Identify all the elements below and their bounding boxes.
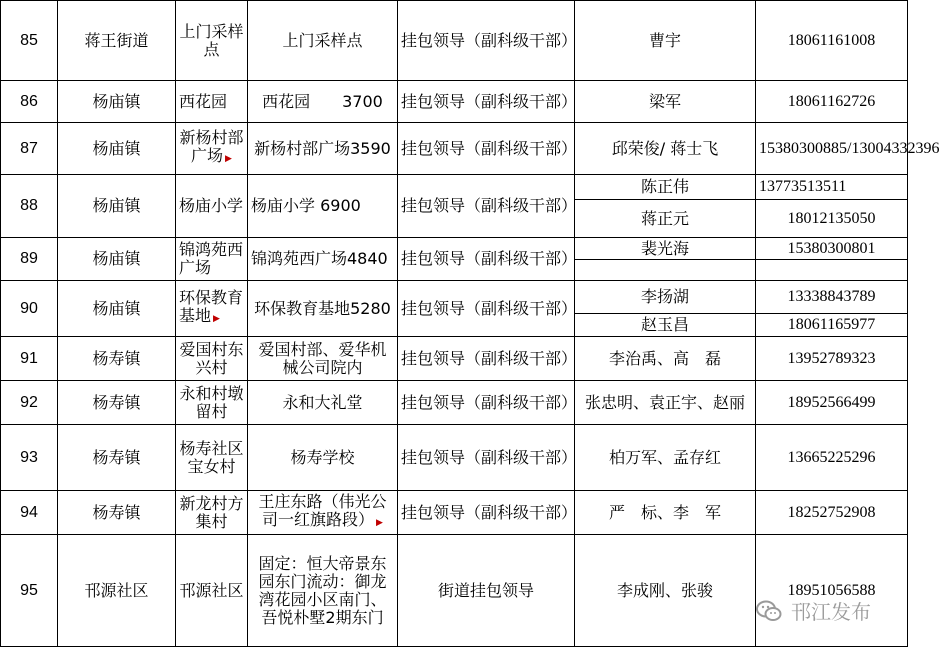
detail-cell: 爱国村部、爱华机械公司院内 [248,337,398,381]
phone-cell: 18061161008 [756,1,908,81]
phone-cell: 13952789323 [756,337,908,381]
town-cell: 杨庙镇 [58,238,176,281]
person-primary: 裴光海 [575,238,755,260]
row-number: 95 [1,535,58,647]
person-cell [575,238,756,281]
town-cell: 杨庙镇 [58,123,176,175]
leader-cell: 挂包领导（副科级干部） [398,425,575,491]
leader-cell: 挂包领导（副科级干部） [398,381,575,425]
row-number: 87 [1,123,58,175]
row-number: 89 [1,238,58,281]
person-cell: 邱荣俊/ 蒋士飞 [575,123,756,175]
table-row [1,425,908,491]
table-row [1,491,908,535]
row-number: 88 [1,175,58,238]
site-cell: 爱国村东兴村 [176,337,248,381]
detail-cell: 环保教育基地5280 [248,281,398,337]
table-row [1,81,908,123]
watermark-text: 邗江发布 [791,600,871,624]
phone-cell: 18061162726 [756,81,908,123]
row-number: 86 [1,81,58,123]
detail-cell [248,491,398,535]
town-cell: 杨庙镇 [58,281,176,337]
detail-cell: 上门采样点 [248,1,398,81]
row-number: 85 [1,1,58,81]
row-number: 90 [1,281,58,337]
table-row [1,381,908,425]
person-cell [575,281,756,337]
person-secondary: 赵玉昌 [640,315,689,334]
detail-cell: 新杨村部广场3590 [248,123,398,175]
phone-cell: 18952566499 [756,381,908,425]
site-cell: 上门采样点 [176,1,248,81]
table-row [1,175,908,238]
detail-cell: 固定：恒大帝景东园东门流动：御龙湾花园小区南门、吾悦朴墅2期东门 [248,535,398,647]
site-text: 新杨村部广场 [179,128,244,165]
detail-cell: 杨寿学校 [248,425,398,491]
phone-primary: 13338843789 [756,281,907,314]
phone-secondary: 18012135050 [787,210,876,227]
row-number: 93 [1,425,58,491]
table-row [1,281,908,337]
site-cell: 杨庙小学 [176,175,248,238]
phone-cell [756,238,908,281]
town-cell: 杨庙镇 [58,175,176,238]
town-cell: 杨寿镇 [58,337,176,381]
site-text: 环保教育基地 [179,288,244,325]
leader-cell: 挂包领导（副科级干部） [398,337,575,381]
person-secondary [575,260,755,280]
town-cell: 杨寿镇 [58,381,176,425]
site-cell: 永和村墩留村 [176,381,248,425]
person-cell: 柏万军、孟存红 [575,425,756,491]
leader-cell: 街道挂包领导 [398,535,575,647]
site-cell [176,281,248,337]
detail-cell: 杨庙小学 6900 [248,175,398,238]
phone-secondary: 18061165977 [787,316,876,333]
detail-cell: 锦鸿苑西广场4840 [248,238,398,281]
site-cell: 邗源社区 [176,535,248,647]
row-number: 91 [1,337,58,381]
site-cell: 西花园 [176,81,248,123]
row-number: 94 [1,491,58,535]
comment-marker-icon: ▶ [213,314,220,324]
phone-primary: 13773513511 [756,175,907,200]
watermark [755,596,871,625]
table-row [1,123,908,175]
site-cell: 锦鸿苑西广场 [176,238,248,281]
person-cell: 李成刚、张骏 [575,535,756,647]
person-primary: 李扬湖 [575,281,755,314]
person-cell: 严 标、李 军 [575,491,756,535]
leader-cell: 挂包领导（副科级干部） [398,238,575,281]
phone-primary: 15380300801 [756,238,907,260]
table-row [1,337,908,381]
table-row [1,238,908,281]
detail-text: 王庄东路（伟光公司一红旗路段） [258,492,387,529]
town-cell: 蒋王街道 [58,1,176,81]
site-cell: 新龙村方集村 [176,491,248,535]
phone-cell [756,281,908,337]
town-cell: 杨寿镇 [58,491,176,535]
site-cell: 杨寿社区宝女村 [176,425,248,491]
table-row [1,535,908,647]
leader-cell: 挂包领导（副科级干部） [398,281,575,337]
person-cell [575,175,756,238]
comment-marker-icon: ▶ [376,518,383,528]
phone-cell: 15380300885/13004332396 [756,123,908,175]
person-secondary: 蒋正元 [640,209,689,228]
leader-cell: 挂包领导（副科级干部） [398,1,575,81]
comment-marker-icon: ▶ [225,154,232,164]
table-row [1,1,908,81]
phone-cell: 18252752908 [756,491,908,535]
town-cell: 杨庙镇 [58,81,176,123]
row-number: 92 [1,381,58,425]
leader-cell: 挂包领导（副科级干部） [398,81,575,123]
phone-cell [756,175,908,238]
leader-cell: 挂包领导（副科级干部） [398,123,575,175]
detail-cell: 西花园 3700 [248,81,398,123]
person-primary: 陈正伟 [575,175,755,200]
person-cell: 曹宇 [575,1,756,81]
phone-cell: 13665225296 [756,425,908,491]
phone-secondary [756,260,907,280]
detail-cell: 永和大礼堂 [248,381,398,425]
wechat-icon [755,599,783,623]
town-cell: 杨寿镇 [58,425,176,491]
person-cell: 张忠明、袁正宇、赵丽 [575,381,756,425]
site-cell [176,123,248,175]
person-cell: 李治禹、高 磊 [575,337,756,381]
person-cell: 梁军 [575,81,756,123]
town-cell: 邗源社区 [58,535,176,647]
phone-cell: 18951056588 [756,535,908,647]
leader-cell: 挂包领导（副科级干部） [398,491,575,535]
leader-cell: 挂包领导（副科级干部） [398,175,575,238]
